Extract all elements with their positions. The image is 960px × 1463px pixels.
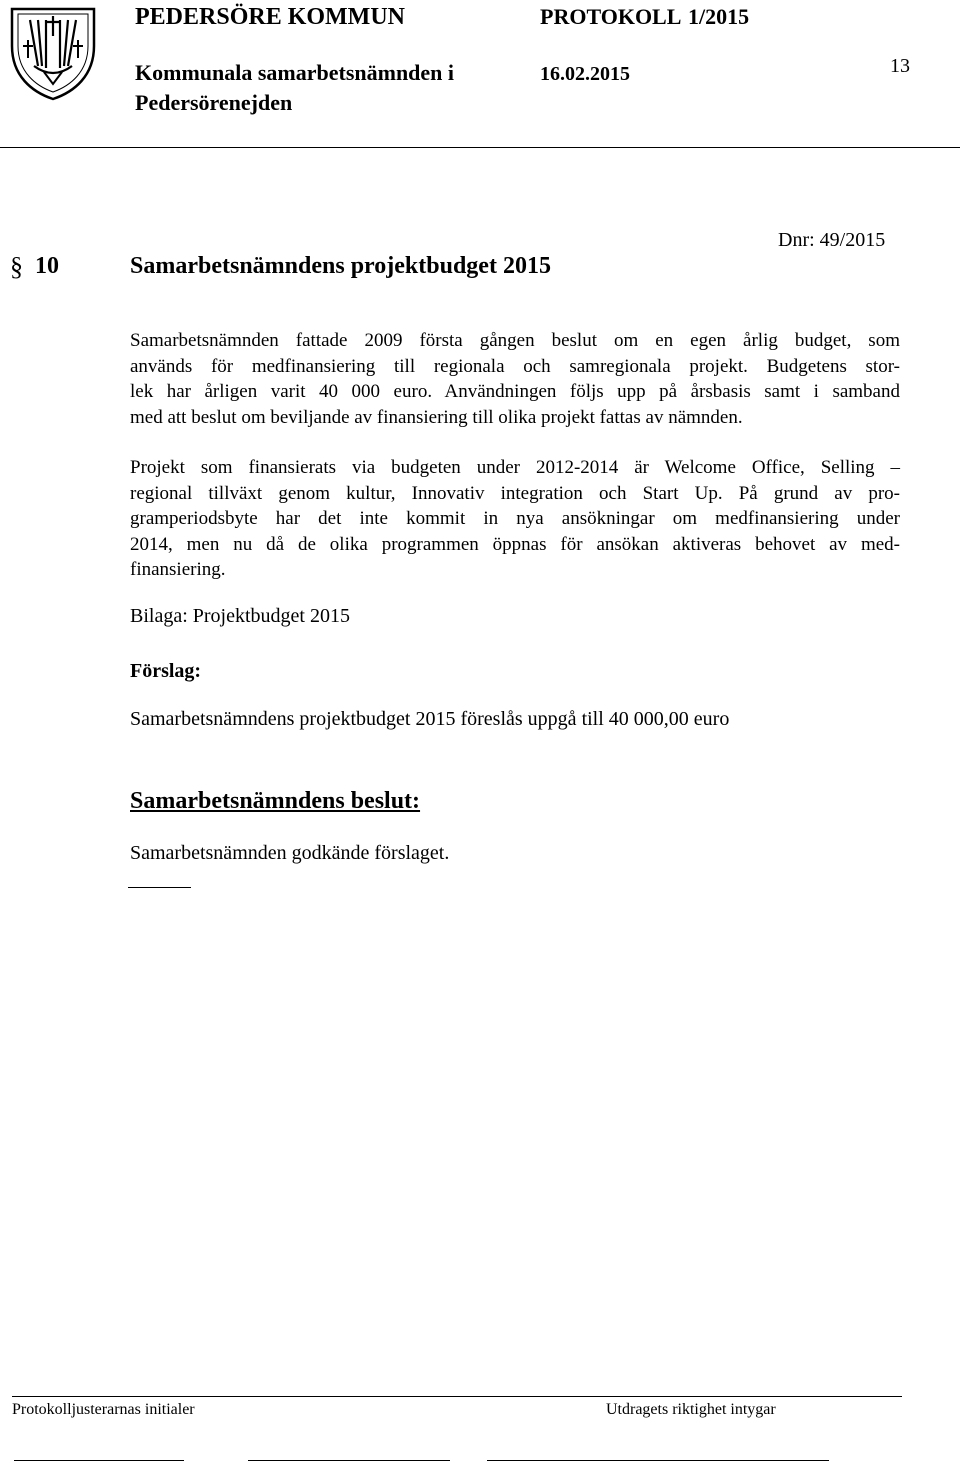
footer-divider: [12, 1396, 902, 1397]
paragraph-line: regional tillväxt genom kultur, Innovativ integration och Start Up. På grund av pro-: [130, 482, 900, 504]
adjusters-initials-label: Protokolljusterarnas initialer: [12, 1401, 195, 1418]
committee-name-line1: Kommunala samarbetsnämnden i: [135, 60, 455, 85]
decision-text: Samarbetsnämnden godkände förslaget.: [130, 842, 450, 864]
meeting-date: 16.02.2015: [540, 63, 630, 85]
header-divider: [0, 147, 960, 148]
attachment-reference: Bilaga: Projektbudget 2015: [130, 605, 350, 627]
background-paragraph: [130, 328, 900, 430]
section-number: 10: [35, 253, 59, 279]
paragraph-line: lek har årligen varit 40 000 euro. Användningen följs upp på årsbasis samt i samband: [130, 381, 900, 402]
initials-line-1: [14, 1460, 184, 1461]
initials-line-2: [248, 1460, 450, 1461]
diary-number: Dnr: 49/2015: [778, 229, 886, 251]
municipality-name: PEDERSÖRE KOMMUN: [135, 4, 405, 30]
projects-paragraph: [130, 455, 900, 583]
paragraph-line: Samarbetsnämnden fattade 2009 första gången beslut om en egen årlig budget, som: [130, 330, 900, 351]
page-number: 13: [890, 55, 910, 77]
paragraph-line: finansiering.: [130, 559, 226, 580]
proposal-heading: Förslag:: [130, 660, 202, 682]
extract-certification-label: Utdragets riktighet intygar: [606, 1401, 776, 1418]
committee-name-line2: Pedersörenejden: [135, 90, 293, 115]
section-end-rule: [128, 887, 191, 888]
paragraph-line: Projekt som finansierats via budgeten under 2012-2014 är Welcome Office, Selling –: [130, 457, 900, 478]
proposal-text: Samarbetsnämndens projektbudget 2015 föreslås uppgå till 40 000,00 euro: [130, 708, 730, 730]
section-title: Samarbetsnämndens projektbudget 2015: [130, 253, 551, 279]
paragraph-line: används för medfinansiering till regionala och samregionala projekt. Budgetens stor-: [130, 355, 900, 377]
municipal-coat-of-arms-icon: [8, 6, 98, 102]
protocol-label: PROTOKOLL: [540, 4, 682, 29]
certification-signature-line: [487, 1460, 829, 1461]
paragraph-line: gramperiodsbyte har det inte kommit in nya ansökningar om medfinansiering under: [130, 508, 900, 529]
decision-heading: Samarbetsnämndens beslut:: [130, 788, 421, 814]
protocol-number: 1/2015: [688, 4, 750, 29]
paragraph-line: 2014, men nu då de olika programmen öppnas för ansökan aktiveras behovet av med-: [130, 533, 900, 555]
section-sign: §: [10, 252, 23, 281]
paragraph-line: med att beslut om beviljande av finansiering till olika projekt fattas av nämnden.: [130, 406, 743, 428]
